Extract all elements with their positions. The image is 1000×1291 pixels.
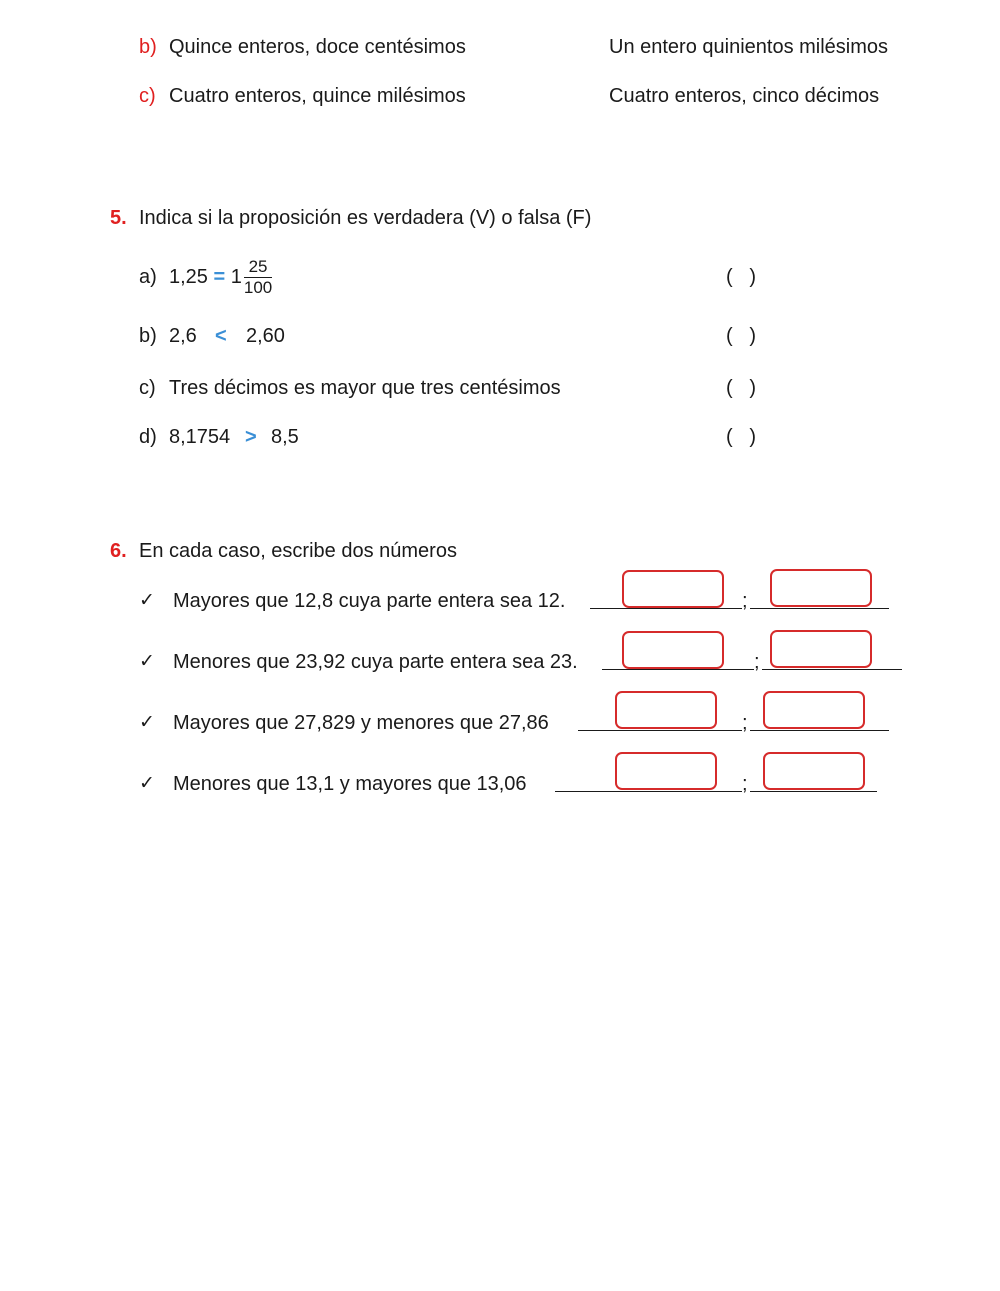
q5a-fraction: [244, 258, 272, 297]
q6-item-1-text: Mayores que 12,8 cuya parte entera sea 12.: [173, 590, 566, 612]
q5d-answer-paren[interactable]: ( ): [726, 426, 756, 448]
q6-item-4-underline-2: [750, 791, 877, 792]
top-row-b-letter: b): [139, 36, 157, 58]
q6-item-2-answer-1-input[interactable]: [622, 631, 724, 669]
top-row-c-left-text: Cuatro enteros, quince milésimos: [169, 85, 466, 107]
check-icon: ✓: [139, 772, 155, 794]
q6-item-4-underline-1: [555, 791, 742, 792]
q6-item-3-text: Mayores que 27,829 y menores que 27,86: [173, 712, 549, 734]
check-icon: ✓: [139, 589, 155, 611]
q5a-letter: a): [139, 266, 157, 288]
q5d-lhs: 8,1754: [169, 426, 231, 448]
q5b-lhs: 2,6: [169, 325, 197, 347]
q6-item-2-answer-2-input[interactable]: [770, 630, 872, 668]
q6-item-1-underline-2: [750, 608, 889, 609]
q6-item-2-underline-1: [602, 669, 754, 670]
q6-item-3-underline-1: [578, 730, 742, 731]
q6-item-4-separator: ;: [742, 773, 748, 795]
q5d-rhs: 8,5: [271, 426, 299, 448]
q6-title: En cada caso, escribe dos números: [139, 540, 457, 562]
q5d-letter: d): [139, 426, 157, 448]
top-row-b-right-text: Un entero quinientos milésimos: [609, 36, 889, 58]
q5a-expression: [169, 255, 272, 299]
q5c-text: Tres décimos es mayor que tres centésimos: [169, 377, 561, 399]
q6-item-2-text: Menores que 23,92 cuya parte entera sea 23.: [173, 651, 578, 673]
q6-item-3-answer-2-input[interactable]: [763, 691, 865, 729]
top-row-c-right-text: Cuatro enteros, cinco décimos: [609, 85, 880, 107]
q6-item-1-underline-1: [590, 608, 742, 609]
q6-item-1-answer-1-input[interactable]: [622, 570, 724, 608]
q5b-rhs: 2,60: [246, 325, 285, 347]
top-row-b-left-text: Quince enteros, doce centésimos: [169, 36, 466, 58]
q5c-letter: c): [139, 377, 156, 399]
q6-item-4-answer-2-input[interactable]: [763, 752, 865, 790]
top-row-c-letter: c): [139, 85, 156, 107]
q5-number: 5.: [110, 207, 127, 229]
q5c-answer-paren[interactable]: ( ): [726, 377, 756, 399]
q5a-operator: =: [213, 266, 226, 288]
q5a-whole: 1: [230, 266, 242, 288]
check-icon: ✓: [139, 650, 155, 672]
q6-item-4-answer-1-input[interactable]: [615, 752, 717, 790]
q5d-operator: >: [245, 426, 257, 448]
q6-item-4-text: Menores que 13,1 y mayores que 13,06: [173, 773, 527, 795]
q5b-answer-paren[interactable]: ( ): [726, 325, 756, 347]
q6-item-2-separator: ;: [754, 651, 760, 673]
q6-item-3-answer-1-input[interactable]: [615, 691, 717, 729]
q5a-lhs: 1,25: [169, 266, 208, 288]
q6-item-1-separator: ;: [742, 590, 748, 612]
q6-item-1-answer-2-input[interactable]: [770, 569, 872, 607]
q5-title: Indica si la proposición es verdadera (V) o falsa (F): [139, 207, 592, 229]
check-icon: ✓: [139, 711, 155, 733]
q5a-frac-denominator: 100: [243, 278, 273, 298]
q6-item-2-underline-2: [762, 669, 902, 670]
q5b-letter: b): [139, 325, 157, 347]
q5a-answer-paren[interactable]: ( ): [726, 266, 756, 288]
q6-item-3-separator: ;: [742, 712, 748, 734]
q6-item-3-underline-2: [750, 730, 889, 731]
q5a-frac-numerator: 25: [244, 258, 272, 278]
q5b-operator: <: [215, 325, 227, 347]
q6-number: 6.: [110, 540, 127, 562]
